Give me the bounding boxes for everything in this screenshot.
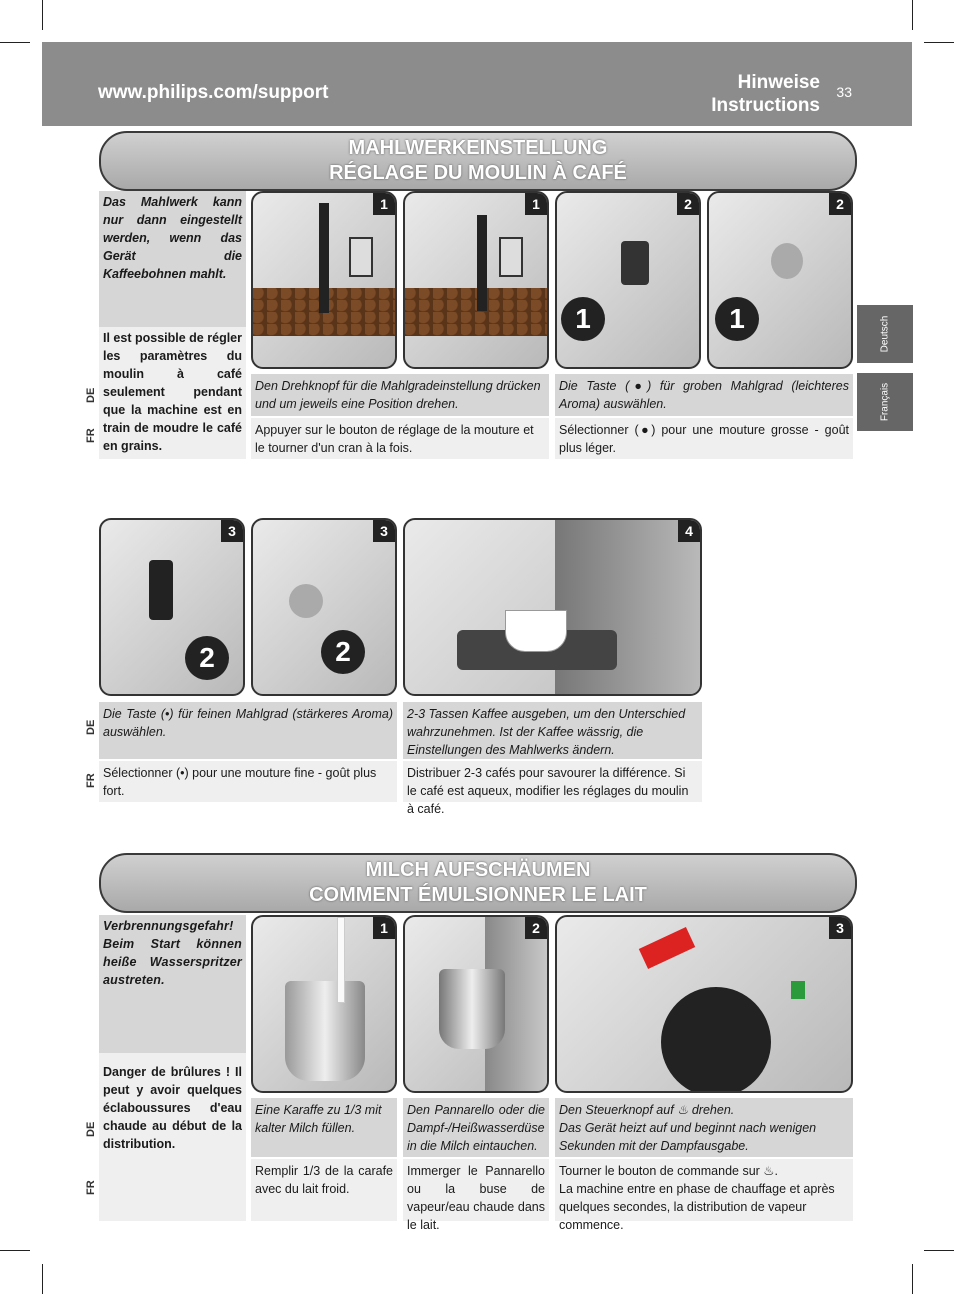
lang-fr: FR xyxy=(85,773,97,788)
warning-de: Das Mahlwerk kann nur dann eingestellt werden, wenn das Gerät die Kaffeebohnen mahlt. xyxy=(99,191,246,327)
photo-step1-a: 1 xyxy=(251,191,397,369)
marker-2: 2 xyxy=(185,636,229,680)
steam-icon: ♨ xyxy=(677,1103,689,1117)
caption-milk-step2-fr: Immerger le Pannarello ou la buse de vapeur/eau chaude dans le lait. xyxy=(403,1159,549,1221)
lang-de: DE xyxy=(85,387,97,403)
crop-mark xyxy=(0,42,30,43)
knob-tool xyxy=(477,215,487,311)
crop-mark xyxy=(42,0,43,30)
section-title-grinder: MAHLWERKEINSTELLUNG RÉGLAGE DU MOULIN À CAFÉ xyxy=(99,131,857,191)
caption-step2-de: Die Taste (●) für groben Mahlgrad (leichteres Aroma) auswählen. xyxy=(555,374,853,416)
marker-1: 1 xyxy=(715,297,759,341)
photo-step1-b: 1 xyxy=(403,191,549,369)
tab-deutsch: Deutsch xyxy=(857,305,913,363)
caption-step1-fr: Appuyer sur le bouton de réglage de la mouture et le tourner d'un cran à la fois. xyxy=(251,418,549,459)
grinder-knob xyxy=(621,241,649,285)
warning-de: Verbrennungsgefahr! Beim Start können heiße Wasserspritzer austreten. xyxy=(99,915,246,1053)
lang-de: DE xyxy=(85,1121,97,1137)
caption-step3-fr: Sélectionner (•) pour une mouture fine - goût plus fort. xyxy=(99,761,397,802)
marker-1: 1 xyxy=(561,297,605,341)
rotate-arrow-icon xyxy=(639,927,695,969)
grinder-knob xyxy=(149,560,173,620)
caption-milk-step1-fr: Remplir 1/3 de la carafe avec du lait froid. xyxy=(251,1159,397,1221)
caption-milk-step3-fr: Tourner le bouton de commande sur ♨. La machine entre en phase de chauffage et après quelques secondes, la distribution de vapeur commence. xyxy=(555,1159,853,1221)
page-number: 33 xyxy=(836,84,852,100)
photo-step2-a: 1 2 xyxy=(555,191,701,369)
grinder-knob xyxy=(289,584,323,618)
control-knob xyxy=(661,987,771,1093)
photo-step3-b: 2 3 xyxy=(251,518,397,696)
caption-milk-step2-de: Den Pannarello oder die Dampf-/Heißwasserdüse in die Milch eintauchen. xyxy=(403,1098,549,1157)
photo-milk-step3: 3 xyxy=(555,915,853,1093)
knob-tool xyxy=(319,203,329,313)
page-header xyxy=(42,42,912,126)
title-fr: Instructions xyxy=(711,95,820,116)
lang-de: DE xyxy=(85,719,97,735)
caption-step2-fr: Sélectionner (●) pour une mouture grosse - goût plus léger. xyxy=(555,418,853,459)
lang-fr: FR xyxy=(85,428,97,443)
photo-step4: 4 xyxy=(403,518,702,696)
crop-mark xyxy=(924,1250,954,1251)
grinder-knob xyxy=(771,243,803,279)
photo-milk-step1: 1 xyxy=(251,915,397,1093)
caption-milk-step1-de: Eine Karaffe zu 1/3 mit kalter Milch füllen. xyxy=(251,1098,397,1157)
milk-jug xyxy=(285,981,365,1081)
caption-step4-de: 2-3 Tassen Kaffee ausgeben, um den Unterschied wahrzunehmen. Ist der Kaffee wässrig, die Einstellungen des Mahlwerks ändern. xyxy=(403,702,702,759)
caption-step1-de: Den Drehknopf für die Mahlgradeinstellung drücken und um jeweils eine Position drehen. xyxy=(251,374,549,416)
warning-fr: Il est possible de régler les paramètres du moulin à café seulement pendant que la machine est en train de moudre le café en grains. xyxy=(99,327,246,459)
title-de: Hinweise xyxy=(737,72,820,93)
crop-mark xyxy=(924,42,954,43)
warning-fr: Danger de brûlures ! Il peut y avoir quelques éclaboussures d'eau chaude au début de la distribution. xyxy=(99,1053,246,1221)
caption-milk-step3-de: Den Steuerknopf auf ♨ drehen. Das Gerät heizt auf und beginnt nach wenigen Sekunden mit der Dampfausgabe. xyxy=(555,1098,853,1157)
photo-step3-a: 2 3 xyxy=(99,518,245,696)
tab-francais: Français xyxy=(857,373,913,431)
photo-step2-b: 1 2 xyxy=(707,191,853,369)
header-titles xyxy=(711,71,820,117)
arrow-down-icon xyxy=(349,237,373,277)
milk-stream xyxy=(337,917,345,1003)
caption-step3-de: Die Taste (•) für feinen Mahlgrad (stärkeres Aroma) auswählen. xyxy=(99,702,397,759)
crop-mark xyxy=(42,1264,43,1294)
marker-2: 2 xyxy=(321,630,365,674)
support-url[interactable]: www.philips.com/support xyxy=(98,82,329,103)
steam-indicator xyxy=(791,981,805,999)
milk-jug xyxy=(439,969,505,1049)
steam-icon: ♨ xyxy=(763,1164,775,1178)
arrow-down-icon xyxy=(499,237,523,277)
crop-mark xyxy=(0,1250,30,1251)
caption-step4-fr: Distribuer 2-3 cafés pour savourer la différence. Si le café est aqueux, modifier les réglages du moulin à café. xyxy=(403,761,702,802)
crop-mark xyxy=(912,0,913,30)
crop-mark xyxy=(912,1264,913,1294)
lang-fr: FR xyxy=(85,1180,97,1195)
coffee-cup xyxy=(505,610,567,652)
section-title-milk: MILCH AUFSCHÄUMEN COMMENT ÉMULSIONNER LE LAIT xyxy=(99,853,857,913)
photo-milk-step2: 2 xyxy=(403,915,549,1093)
